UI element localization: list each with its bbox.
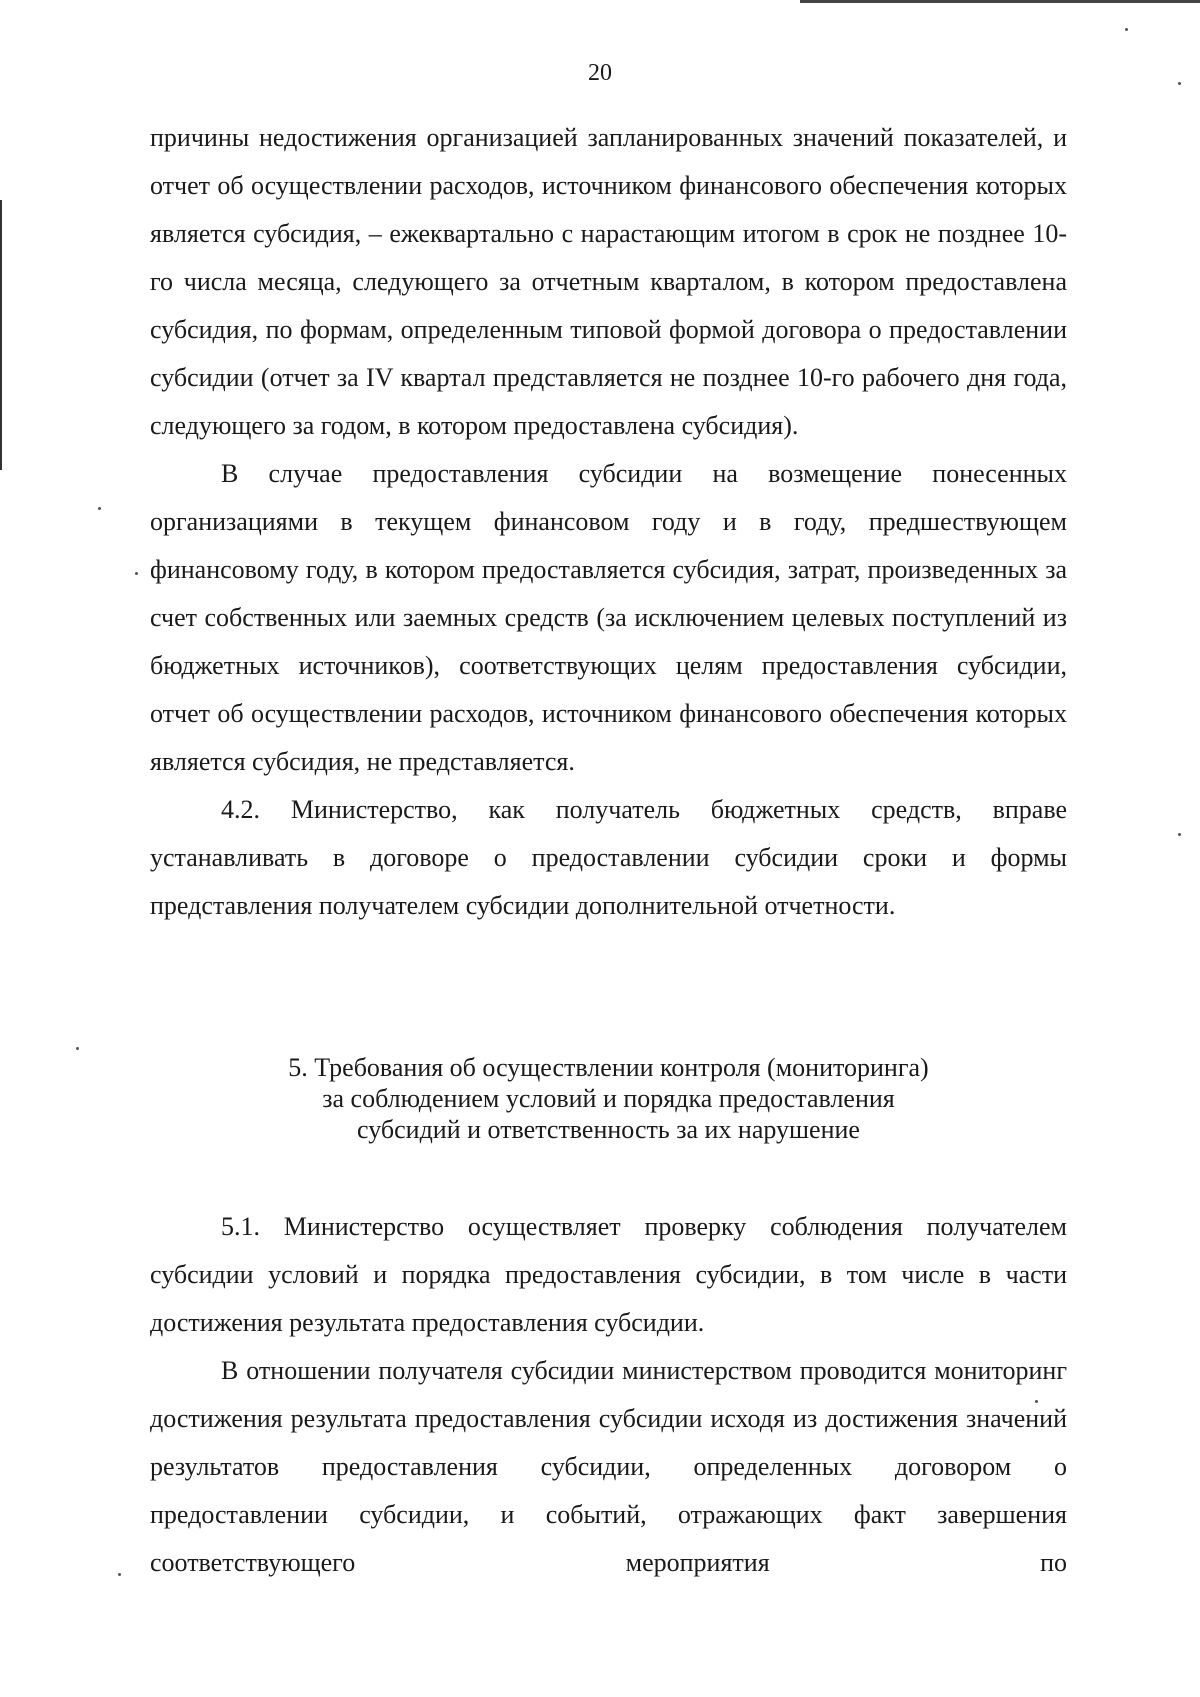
section-heading-line-1: 5. Требования об осуществлении контроля (мониторинга) [288,1053,929,1082]
body-text-bottom [150,1203,1067,1587]
section-heading-line-2: за соблюдением условий и порядка предоставления [322,1084,895,1113]
paragraph-5: В отношении получателя субсидии министерством проводится мониторинг достижения результата предоставления субсидии исходя из достижения значений результатов предоставления субсидии, определенных договором о предоставлении субсидии, и событий, отражающих факт завершения соответствующего мероприятия по [150,1356,1067,1577]
scan-speck [1125,28,1128,31]
scan-edge-top [800,0,1200,3]
paragraph-4: 5.1. Министерство осуществляет проверку соблюдения получателем субсидии условий и порядка предоставления субсидии, в том числе в части достижения результата предоставления субсидии. [150,1212,1067,1337]
paragraph-1: причины недостижения организацией запланированных значений показателей, и отчет об осуществлении расходов, источником финансового обеспечения которых является субсидия, – ежеквартально с нарастающим итогом в срок не позднее 10-го числа месяца, следующего за отчетным кварталом, в котором предоставлена субсидия, по формам, определенным типовой формой договора о предоставлении субсидии (отчет за IV квартал представляется не позднее 10-го рабочего дня года, следующего за годом, в котором предоставлена субсидия). [150,123,1067,440]
page-number: 20 [588,60,612,86]
body-text-top [150,114,1067,930]
scan-speck [118,1573,121,1576]
scan-edge-left [0,200,2,470]
scan-speck [76,1047,79,1050]
section-heading [150,1052,1067,1145]
paragraph-2: В случае предоставления субсидии на возмещение понесенных организациями в текущем финансовом году и в году, предшествующем финансовому году, в котором предоставляется субсидия, затрат, произведенных за счет собственных или заемных средств (за исключением целевых поступлений из бюджетных источников), соответствующих целям предоставления субсидии, отчет об осуществлении расходов, источником финансового обеспечения которых является субсидия, не представляется. [150,459,1067,776]
scan-speck [135,572,138,575]
scan-speck [1178,833,1181,836]
scan-speck [98,507,101,510]
section-heading-line-3: субсидий и ответственность за их нарушение [357,1115,860,1144]
paragraph-3: 4.2. Министерство, как получатель бюджетных средств, вправе устанавливать в договоре о предоставлении субсидии сроки и формы представления получателем субсидии дополнительной отчетности. [150,795,1067,920]
